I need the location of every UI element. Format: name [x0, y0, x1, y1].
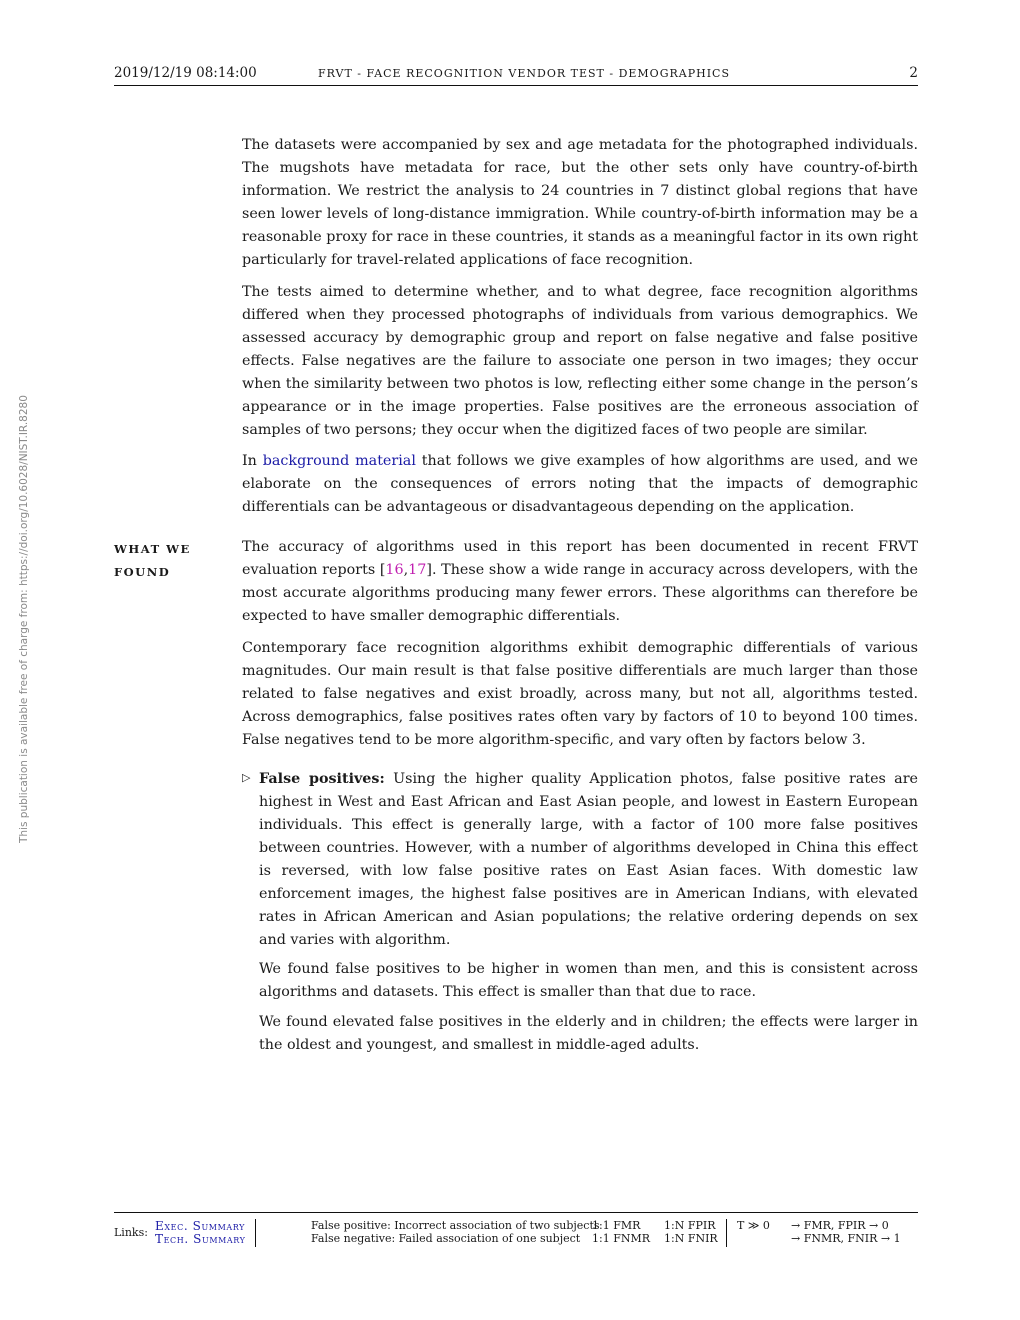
citation-separator: ,: [403, 562, 409, 578]
paragraph-tests-aim: The tests aimed to determine whether, and to what degree, face recognition algorithms differed when they processed photographs of individuals from various demographics. We assessed accuracy by demographic group and report on false negative and false positive effects. False negatives are the failure to associate one person in two images; they occur when the similarity between two photos is low, reflecting either some change in the person’s appearance or in the image properties. False positives are the erroneous association of samples of two persons; they occur when the digitized faces of two people are similar.: [242, 284, 918, 438]
paragraph-age-differential: We found elevated false positives in the elderly and in children; the effects were larger in the oldest and youngest, and smallest in middle-aged adults.: [259, 1014, 918, 1053]
fnir-term: 1:N FNIR: [664, 1232, 718, 1245]
footer-divider-2: [726, 1219, 727, 1247]
p3-text-before: In: [242, 453, 263, 469]
bullet-text: Using the higher quality Application photos, false positive rates are highest in West and East African and East Asian people, and lowest in Eastern European individuals. This effect is generally large, with a factor of 100 more false positives between countries. However, with a number of algorithms developed in China this effect is reversed, with low false positive rates on East Asian faces. With domestic law enforcement images, the highest false positives are in American Indians, with elevated rates in African American and Asian populations; the relative ordering depends on sex and varies with algorithm.: [259, 771, 918, 948]
citation-16[interactable]: 16: [385, 562, 404, 578]
bullet-false-positives: [259, 768, 918, 952]
p4-text-before: The accuracy of algorithms used in this report has been documented in recent FRVT evaluation reports [: [242, 539, 918, 578]
paragraph-background: [242, 450, 918, 519]
fpir-term: 1:N FPIR: [664, 1219, 716, 1232]
citation-17[interactable]: 17: [408, 562, 427, 578]
footer-bar: [114, 1212, 918, 1253]
doi-sidenote: This publication is available free of charge from: https://doi.org/10.6028/NIST.IR.8280: [18, 395, 30, 843]
fn-limit: → FNMR, FNIR → 1: [791, 1232, 901, 1245]
fp-limit: → FMR, FPIR → 0: [791, 1219, 889, 1232]
header-date: 2019/12/19 08:14:00: [114, 65, 257, 81]
p4-text-after: ]. These show a wide range in accuracy across developers, with the most accurate algorithms producing many fewer errors. These algorithms can therefore be expected to have smaller demographic differentials.: [242, 562, 918, 624]
section-label-line1: WHAT WE: [114, 542, 191, 556]
tech-summary-link[interactable]: Tech. Summary: [155, 1232, 246, 1246]
running-header: [114, 64, 918, 86]
section-label-what-we-found: [114, 538, 224, 584]
p3-text-after: that follows we give examples of how algorithms are used, and we elaborate on the consequences of errors noting that the impacts of demographic differentials can be advantageous or disadvantageous depending on the application.: [242, 453, 919, 515]
fnmr-term: 1:1 FNMR: [592, 1232, 651, 1245]
footer-divider: [255, 1219, 256, 1247]
paragraph-sex-differential: We found false positives to be higher in women than men, and this is consistent across algorithms and datasets. This effect is smaller than that due to race.: [259, 961, 918, 1000]
paragraph-accuracy: [242, 536, 918, 628]
paragraph-metadata: The datasets were accompanied by sex and age metadata for the photographed individuals. The mugshots have metadata for race, but the other sets only have country-of-birth information. We restrict the analysis to 24 countries in 7 distinct global regions that have seen lower levels of long-distance immigration. While country-of-birth information may be a reasonable proxy for race in these countries, it stands as a meaningful factor in its own right particularly for travel-related applications of face recognition.: [242, 137, 918, 268]
fmr-term: 1:1 FMR: [592, 1219, 641, 1232]
footer-links-label: Links:: [114, 1226, 148, 1239]
exec-summary-link[interactable]: Exec. Summary: [155, 1219, 246, 1233]
false-negative-definition: False negative: Failed association of one subject: [311, 1232, 581, 1245]
page-number: 2: [909, 65, 918, 81]
paragraph-main-result: Contemporary face recognition algorithms exhibit demographic differentials of various magnitudes. Our main result is that false positive differentials are much larger than those related to false negatives and exist broadly, across many, but not all, algorithms tested. Across demographics, false positives rates often vary by factors of 10 to beyond 100 times. False negatives tend to be more algorithm-specific, and vary often by factors below 3.: [242, 640, 918, 748]
threshold-term: T ≫ 0: [737, 1219, 770, 1232]
section-label-line2: FOUND: [114, 565, 171, 579]
background-material-link[interactable]: background material: [262, 453, 416, 469]
triangle-bullet-icon: ▷: [242, 771, 251, 784]
bullet-label: False positives:: [259, 771, 385, 787]
header-title: FRVT - FACE RECOGNITION VENDOR TEST - DEMOGRAPHICS: [318, 67, 731, 80]
false-positive-definition: False positive: Incorrect association of two subjects: [311, 1219, 600, 1232]
